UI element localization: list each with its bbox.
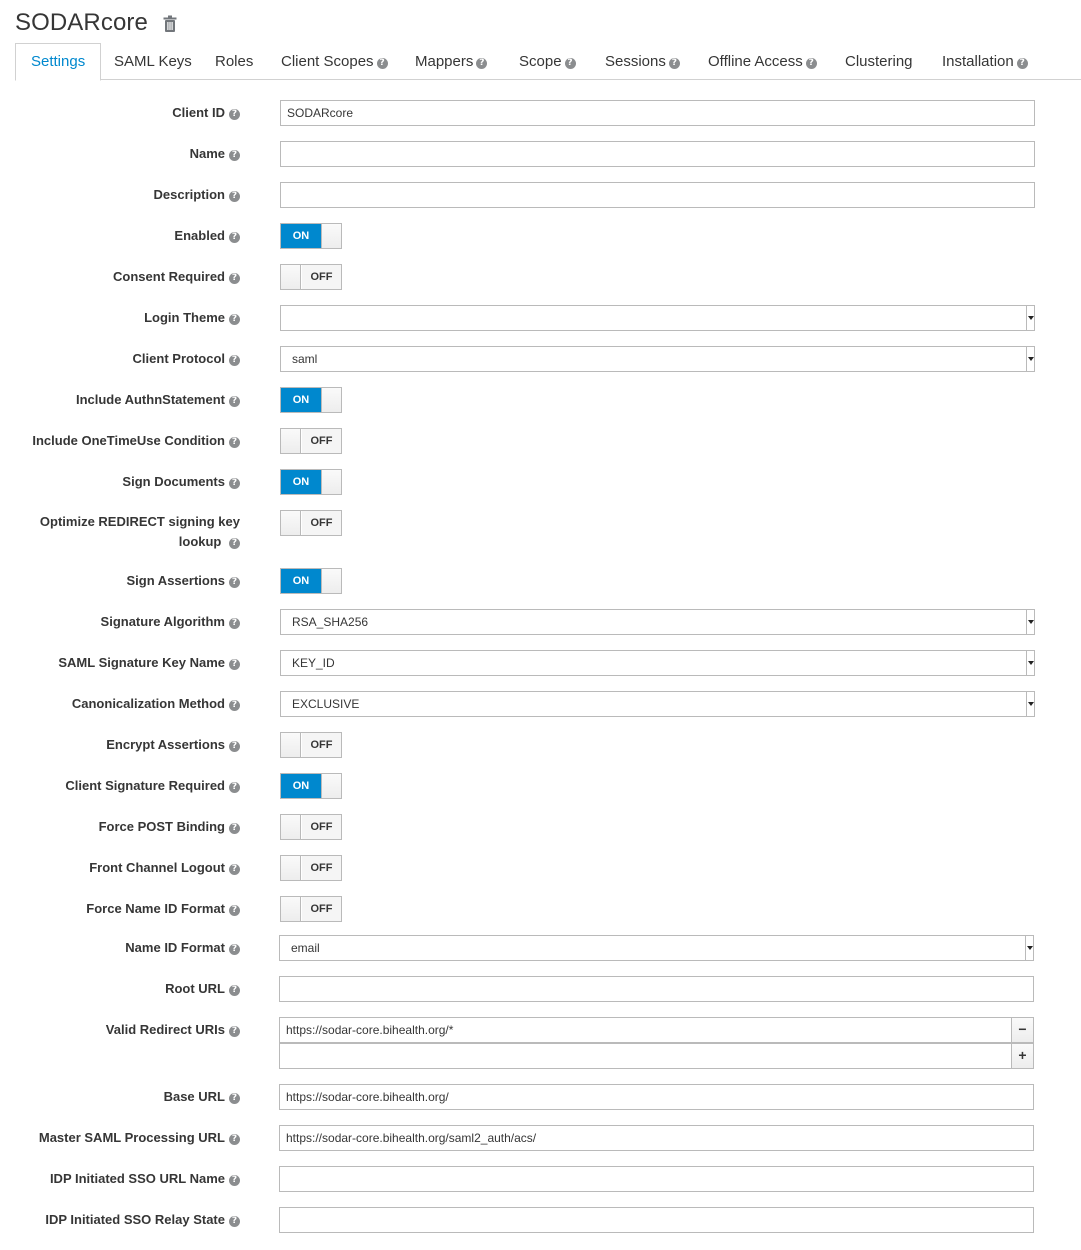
force-post-label: Force POST Binding ?	[99, 819, 240, 834]
help-icon[interactable]: ?	[229, 1026, 240, 1037]
encrypt-assertions-switch[interactable]	[280, 732, 342, 758]
switch-on-label: ON	[281, 774, 321, 798]
tab-sessions[interactable]: Sessions ?	[605, 43, 680, 80]
include-authn-label: Include AuthnStatement ?	[76, 392, 240, 407]
help-icon[interactable]: ?	[476, 58, 487, 69]
tab-client-scopes[interactable]: Client Scopes ?	[281, 43, 388, 80]
help-icon[interactable]: ?	[229, 659, 240, 670]
switch-off-label: OFF	[302, 511, 341, 535]
switch-off-label: OFF	[302, 265, 341, 289]
help-icon[interactable]: ?	[229, 150, 240, 161]
chevron-down-icon	[1025, 936, 1033, 960]
remove-redirect-button[interactable]: −	[1011, 1017, 1034, 1043]
optimize-redirect-label: Optimize REDIRECT signing key lookup ?	[39, 514, 240, 549]
client-sig-required-label: Client Signature Required ?	[65, 778, 240, 793]
force-nameid-label: Force Name ID Format ?	[86, 901, 240, 916]
consent-required-switch[interactable]	[280, 264, 342, 290]
help-icon[interactable]: ?	[229, 782, 240, 793]
consent-required-label: Consent Required ?	[113, 269, 240, 284]
switch-handle	[281, 856, 301, 880]
saml-sig-key-name-label: SAML Signature Key Name ?	[58, 655, 240, 670]
switch-off-label: OFF	[302, 429, 341, 453]
chevron-down-icon	[1026, 306, 1034, 330]
tab-scope[interactable]: Scope ?	[519, 43, 576, 80]
switch-handle	[281, 815, 301, 839]
enabled-label: Enabled ?	[174, 228, 240, 243]
client-protocol-label: Client Protocol ?	[133, 351, 240, 366]
tab-settings[interactable]: Settings	[15, 43, 101, 81]
tab-installation[interactable]: Installation ?	[942, 43, 1028, 80]
help-icon[interactable]: ?	[229, 864, 240, 875]
switch-on-label: ON	[281, 388, 321, 412]
saml-sig-key-name-select[interactable]: KEY_ID	[280, 650, 1035, 676]
sign-documents-switch[interactable]	[280, 469, 342, 495]
root-url-label: Root URL ?	[165, 981, 240, 996]
idp-sso-name-input[interactable]	[279, 1166, 1034, 1192]
help-icon[interactable]: ?	[229, 823, 240, 834]
sign-documents-label: Sign Documents ?	[122, 474, 240, 489]
help-icon[interactable]: ?	[669, 58, 680, 69]
client-tabs	[15, 43, 1081, 80]
include-authn-switch[interactable]	[280, 387, 342, 413]
chevron-down-icon	[1026, 651, 1034, 675]
trash-icon[interactable]	[162, 15, 178, 33]
help-icon[interactable]: ?	[229, 478, 240, 489]
switch-on-label: ON	[281, 569, 321, 593]
switch-on-label: ON	[281, 224, 321, 248]
signature-algorithm-select[interactable]: RSA_SHA256	[280, 609, 1035, 635]
name-input[interactable]	[280, 141, 1035, 167]
help-icon[interactable]: ?	[229, 396, 240, 407]
force-nameid-switch[interactable]	[280, 896, 342, 922]
idp-relay-label: IDP Initiated SSO Relay State ?	[45, 1212, 240, 1227]
nameid-format-select[interactable]: email	[279, 935, 1034, 961]
page-header	[15, 8, 178, 38]
page-title: SODARcore	[15, 9, 148, 36]
encrypt-assertions-label: Encrypt Assertions ?	[106, 737, 240, 752]
help-icon[interactable]: ?	[229, 1216, 240, 1227]
tab-clustering[interactable]: Clustering	[845, 53, 913, 70]
front-channel-label: Front Channel Logout ?	[89, 860, 240, 875]
master-saml-label: Master SAML Processing URL ?	[39, 1130, 240, 1145]
help-icon[interactable]: ?	[229, 618, 240, 629]
chevron-down-icon	[1026, 347, 1034, 371]
help-icon[interactable]: ?	[229, 985, 240, 996]
idp-relay-input[interactable]	[279, 1207, 1034, 1233]
valid-redirect-new-input[interactable]	[279, 1043, 1012, 1069]
sign-assertions-switch[interactable]	[280, 568, 342, 594]
base-url-input[interactable]: https://sodar-core.bihealth.org/	[279, 1084, 1034, 1110]
master-saml-input[interactable]: https://sodar-core.bihealth.org/saml2_auth/acs/	[279, 1125, 1034, 1151]
client-protocol-select[interactable]: saml	[280, 346, 1035, 372]
chevron-down-icon	[1026, 692, 1034, 716]
description-label: Description ?	[153, 187, 240, 202]
enabled-switch[interactable]	[280, 223, 342, 249]
canonicalization-label: Canonicalization Method ?	[72, 696, 240, 711]
switch-handle	[281, 733, 301, 757]
sign-assertions-label: Sign Assertions ?	[127, 573, 240, 588]
help-icon[interactable]: ?	[229, 905, 240, 916]
tab-mappers[interactable]: Mappers ?	[415, 43, 487, 80]
switch-handle	[321, 470, 341, 494]
signature-algorithm-label: Signature Algorithm ?	[101, 614, 240, 629]
include-onetime-switch[interactable]	[280, 428, 342, 454]
force-post-switch[interactable]	[280, 814, 342, 840]
help-icon[interactable]: ?	[229, 355, 240, 366]
root-url-input[interactable]	[279, 976, 1034, 1002]
help-icon[interactable]: ?	[1017, 58, 1028, 69]
switch-handle	[321, 569, 341, 593]
switch-handle	[281, 429, 301, 453]
client-sig-required-switch[interactable]	[280, 773, 342, 799]
valid-redirect-label: Valid Redirect URIs ?	[106, 1022, 240, 1037]
help-icon[interactable]: ?	[229, 741, 240, 752]
canonicalization-select[interactable]: EXCLUSIVE	[280, 691, 1035, 717]
help-icon[interactable]: ?	[229, 437, 240, 448]
switch-handle	[281, 265, 301, 289]
help-icon[interactable]: ?	[229, 191, 240, 202]
nameid-format-label: Name ID Format ?	[125, 940, 240, 955]
help-icon[interactable]: ?	[229, 1175, 240, 1186]
switch-handle	[281, 511, 301, 535]
switch-handle	[321, 224, 341, 248]
switch-off-label: OFF	[302, 897, 341, 921]
help-icon[interactable]: ?	[229, 577, 240, 588]
front-channel-switch[interactable]	[280, 855, 342, 881]
help-icon[interactable]: ?	[229, 700, 240, 711]
client-id-input[interactable]: SODARcore	[280, 100, 1035, 126]
help-icon[interactable]: ?	[229, 109, 240, 120]
switch-handle	[281, 897, 301, 921]
add-redirect-button[interactable]: +	[1011, 1043, 1034, 1069]
client-id-label: Client ID ?	[172, 105, 240, 120]
valid-redirect-input[interactable]: https://sodar-core.bihealth.org/*	[279, 1017, 1012, 1043]
help-icon[interactable]: ?	[229, 232, 240, 243]
help-icon[interactable]: ?	[229, 314, 240, 325]
help-icon[interactable]: ?	[806, 58, 817, 69]
description-input[interactable]	[280, 182, 1035, 208]
switch-off-label: OFF	[302, 733, 341, 757]
idp-sso-name-label: IDP Initiated SSO URL Name ?	[50, 1171, 240, 1186]
switch-on-label: ON	[281, 470, 321, 494]
login-theme-label: Login Theme ?	[144, 310, 240, 325]
help-icon[interactable]: ?	[229, 538, 240, 549]
chevron-down-icon	[1026, 610, 1034, 634]
tab-roles[interactable]: Roles	[215, 53, 254, 70]
tab-offline-access[interactable]: Offline Access ?	[708, 43, 817, 80]
include-onetime-label: Include OneTimeUse Condition ?	[32, 433, 240, 448]
optimize-redirect-switch[interactable]	[280, 510, 342, 536]
base-url-label: Base URL ?	[164, 1089, 240, 1104]
switch-off-label: OFF	[302, 856, 341, 880]
switch-handle	[321, 388, 341, 412]
help-icon[interactable]: ?	[229, 273, 240, 284]
help-icon[interactable]: ?	[229, 1093, 240, 1104]
help-icon[interactable]: ?	[565, 58, 576, 69]
tab-saml-keys[interactable]: SAML Keys	[114, 53, 192, 70]
help-icon[interactable]: ?	[229, 944, 240, 955]
login-theme-select[interactable]	[280, 305, 1035, 331]
help-icon[interactable]: ?	[229, 1134, 240, 1145]
switch-off-label: OFF	[302, 815, 341, 839]
switch-handle	[321, 774, 341, 798]
name-label: Name ?	[190, 146, 240, 161]
help-icon[interactable]: ?	[377, 58, 388, 69]
